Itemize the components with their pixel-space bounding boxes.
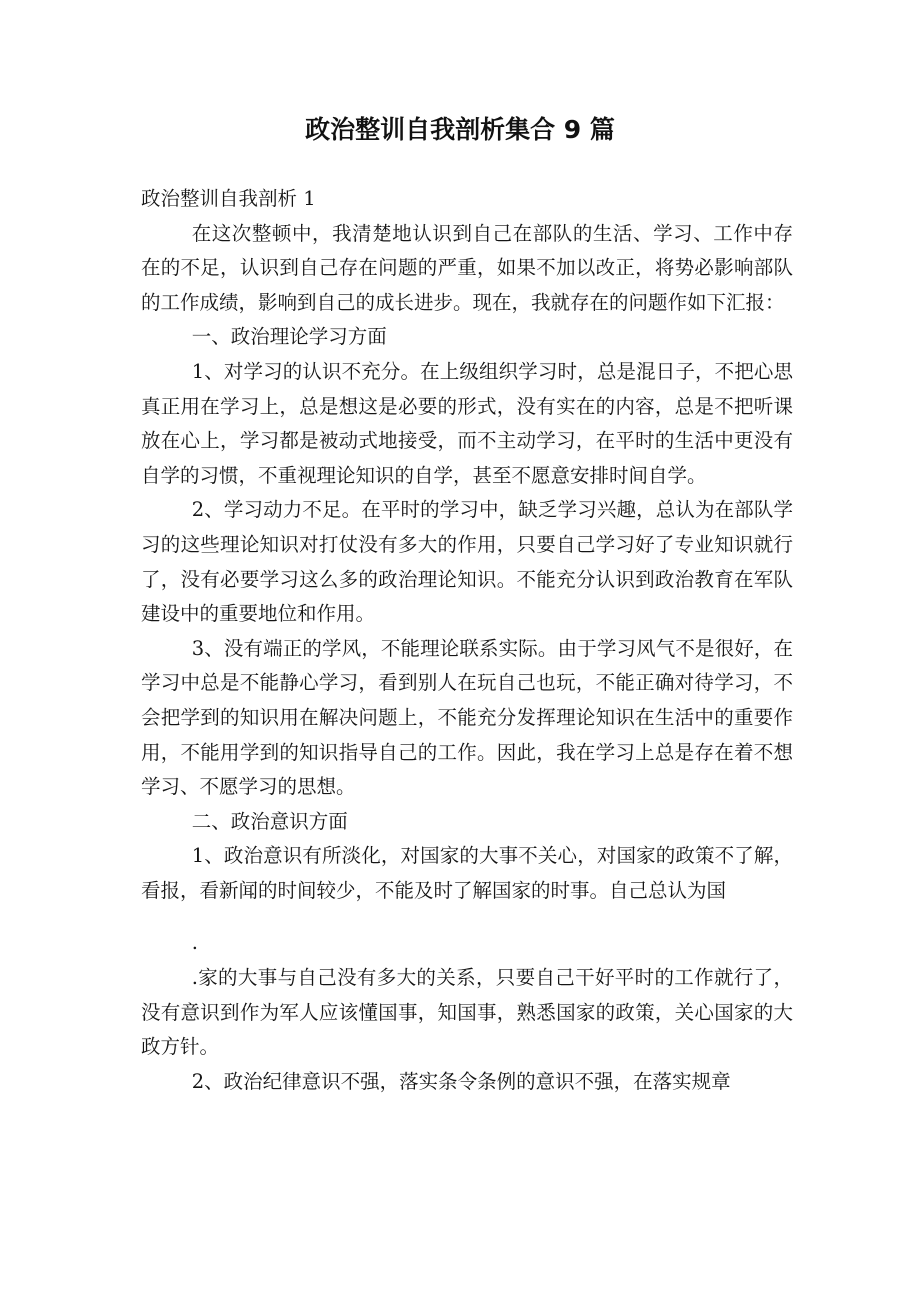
document-title: 政治整训自我剖析集合 9 篇 bbox=[305, 115, 615, 144]
paragraph-awareness-1-continued: .家的大事与自己没有多大的关系，只要自己干好平时的工作就行了，没有意识到作为军人应该懂国事，知国事，熟悉国家的政策，关心国家的大政方针。 bbox=[141, 966, 793, 1059]
paragraph-theory-2: 2、学习动力不足。在平时的学习中，缺乏学习兴趣，总认为在部队学习的这些理论知识对打仗没有多大的作用，只要自己学习好了专业知识就行了，没有必要学习这么多的政治理论知识。不能充分认识到政治教育在军队建设中的重要地位和作用。 bbox=[141, 498, 793, 626]
paragraph-theory-3: 3、没有端正的学风，不能理论联系实际。由于学习风气不是很好，在学习中总是不能静心学习，看到别人在玩自己也玩，不能正确对待学习，不会把学到的知识用在解决问题上，不能充分发挥理论知识在生活中的重要作用，不能用学到的知识指导自己的工作。因此，我在学习上总是存在着不想学习、不愿学习的思想。 bbox=[141, 636, 793, 799]
heading-political-awareness: 二、政治意识方面 bbox=[191, 809, 348, 833]
paragraph-intro: 在这次整顿中，我清楚地认识到自己在部队的生活、学习、工作中存在的不足，认识到自己存在问题的严重，如果不加以改正，将势必影响部队的工作成绩，影响到自己的成长进步。现在，我就存在的问题作如下汇报： bbox=[141, 221, 793, 314]
paragraph-awareness-2: 2、政治纪律意识不强，落实条令条例的意识不强，在落实规章 bbox=[191, 1069, 731, 1093]
paragraph-awareness-1: 1、政治意识有所淡化，对国家的大事不关心，对国家的政策不了解，看报，看新闻的时间较少，不能及时了解国家的时事。自己总认为国 bbox=[141, 844, 793, 902]
document-body bbox=[141, 182, 793, 1099]
paragraph-theory-1: 1、对学习的认识不充分。在上级组织学习时，总是混日子，不把心思真正用在学习上，总是想这是必要的形式，没有实在的内容，总是不把听课放在心上，学习都是被动式地接受，而不主动学习，在平时的生活中更没有自学的习惯，不重视理论知识的自学，甚至不愿意安排时间自学。 bbox=[141, 359, 793, 487]
heading-political-theory: 一、政治理论学习方面 bbox=[191, 325, 387, 349]
page-break-dot: . bbox=[191, 931, 198, 955]
section-heading: 政治整训自我剖析 1 bbox=[141, 187, 316, 210]
